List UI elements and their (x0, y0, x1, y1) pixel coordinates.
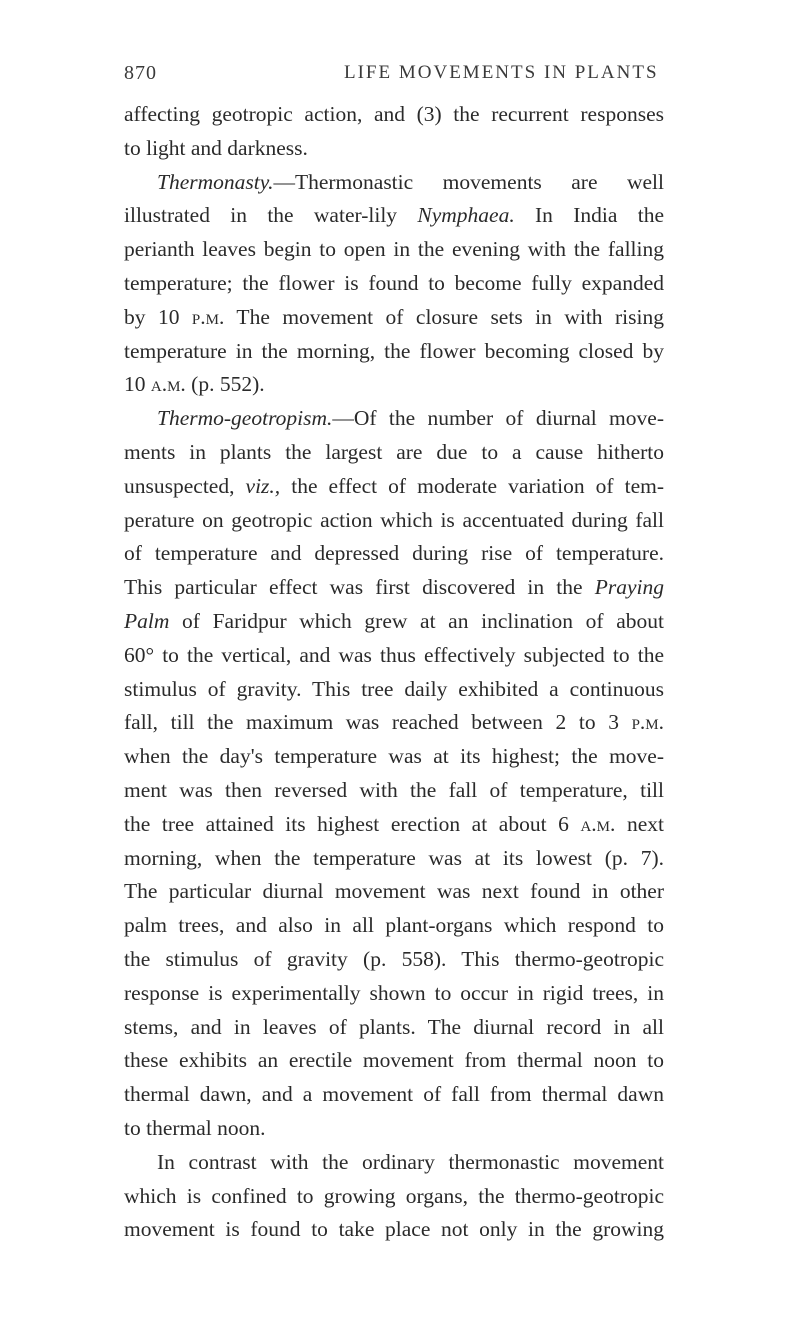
text-line: stimulus of gravity. This tree daily exhibited a continuous (124, 676, 664, 701)
text-line: by 10 p.m. The movement of closure sets in with rising (124, 304, 664, 329)
text-line: stems, and in leaves of plants. The diurnal record in all (124, 1014, 664, 1039)
text-line: Thermo-geotropism.—Of the number of diurnal move- (157, 406, 664, 431)
text-line: palm trees, and also in all plant-organs which respond to (124, 913, 664, 938)
text-line: to light and darkness. (124, 135, 308, 160)
text-line: movement is found to take place not only in the growing (124, 1217, 664, 1242)
text-line: response is experimentally shown to occur in rigid trees, in (124, 980, 664, 1005)
text-line: unsuspected, viz., the effect of moderate variation of tem- (124, 473, 664, 498)
text-line: ments in plants the largest are due to a cause hitherto (124, 439, 664, 464)
section-heading-thermonasty: Thermonasty. (157, 169, 274, 194)
text-line: Palm of Faridpur which grew at an inclination of about (124, 608, 664, 633)
text-line: In contrast with the ordinary thermonastic movement (157, 1149, 664, 1174)
text-line: to thermal noon. (124, 1115, 266, 1140)
section-heading-thermo-geotropism: Thermo-geotropism. (157, 406, 333, 431)
running-head (124, 62, 664, 92)
running-head-title: LIFE MOVEMENTS IN PLANTS (344, 62, 659, 83)
text-line: these exhibits an erectile movement from thermal noon to (124, 1048, 664, 1073)
text-line: of temperature and depressed during rise of temperature. (124, 541, 664, 566)
text-line: when the day's temperature was at its highest; the move- (124, 744, 664, 769)
text-line: 60° to the vertical, and was thus effectively subjected to the (124, 642, 664, 667)
text-line: temperature in the morning, the flower becoming closed by (124, 338, 664, 363)
text-line: perianth leaves begin to open in the evening with the falling (124, 237, 664, 262)
text-line: temperature; the flower is found to become fully expanded (124, 270, 664, 295)
text-line: 10 a.m. (p. 552). (124, 372, 265, 397)
text-line: ment was then reversed with the fall of temperature, till (124, 777, 664, 802)
page-number: 870 (124, 62, 157, 84)
text-line: the stimulus of gravity (p. 558). This thermo-geotropic (124, 946, 664, 971)
text-line: Thermonasty.—Thermonastic movements are well (157, 169, 664, 194)
text-line: The particular diurnal movement was next found in other (124, 879, 664, 904)
text-line: perature on geotropic action which is accentuated during fall (124, 507, 664, 532)
text-line: This particular effect was first discovered in the Praying (124, 575, 664, 600)
text-line: morning, when the temperature was at its lowest (p. 7). (124, 845, 664, 870)
body-text (124, 98, 664, 1247)
text-line: affecting geotropic action, and (3) the recurrent responses (124, 102, 664, 126)
text-line: which is confined to growing organs, the thermo-geotropic (124, 1183, 664, 1208)
text-line: thermal dawn, and a movement of fall from thermal dawn (124, 1082, 664, 1107)
text-line: fall, till the maximum was reached between 2 to 3 p.m. (124, 710, 664, 735)
text-line: illustrated in the water-lily Nymphaea. In India the (124, 203, 664, 228)
text-line: the tree attained its highest erection at about 6 a.m. next (124, 811, 664, 836)
